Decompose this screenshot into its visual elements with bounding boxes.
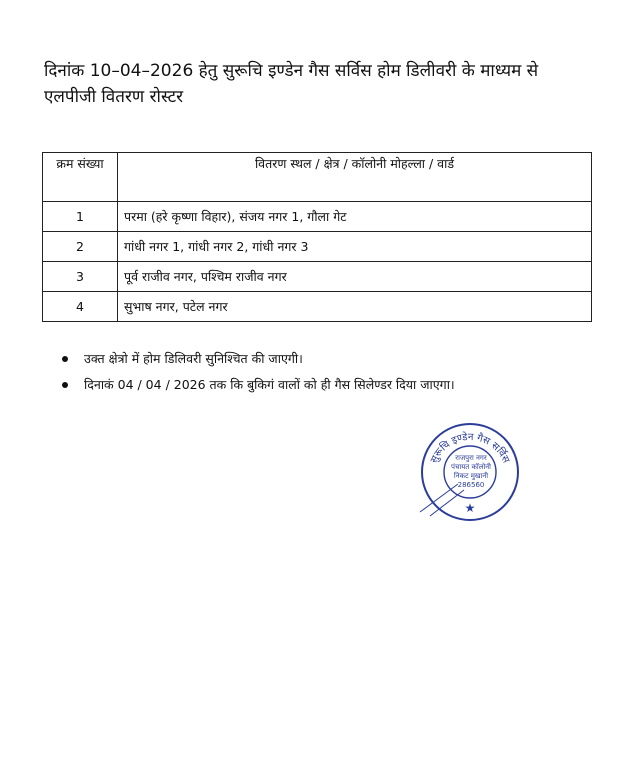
- row-serial-no: 2: [43, 232, 118, 262]
- row-serial-no: 1: [43, 202, 118, 232]
- stamp-line: राजपुरा नगर: [455, 454, 487, 462]
- row-area: पूर्व राजीव नगर, पश्चिम राजीव नगर: [118, 262, 592, 292]
- notes-list: [58, 346, 455, 398]
- stamp-line: पंचायत कॉलोनी: [451, 463, 491, 471]
- table-row: [43, 262, 592, 292]
- note-item: उक्त क्षेत्रो में होम डिलिवरी सुनिश्चित की जाएगी।: [58, 346, 455, 372]
- header-delivery-area: वितरण स्थल / क्षेत्र / कॉलोनी मोहल्ला / वार्ड: [118, 153, 592, 202]
- table-row: [43, 202, 592, 232]
- table-row: [43, 292, 592, 322]
- row-serial-no: 3: [43, 262, 118, 292]
- row-serial-no: 4: [43, 292, 118, 322]
- page-title: दिनांक 10–04–2026 हेतु सुरूचि इण्डेन गैस सर्विस होम डिलीवरी के माध्यम से एलपीजी वितरण रोस्टर: [44, 61, 539, 107]
- header-serial-no: क्रम संख्या: [43, 153, 118, 202]
- roster-table: [42, 152, 592, 322]
- row-area: गांधी नगर 1, गांधी नगर 2, गांधी नगर 3: [118, 232, 592, 262]
- stamp-line: निकट मुखानी: [453, 472, 489, 480]
- stamp-outer-text: सुरूचि इण्डेन गैस सर्विस: [428, 431, 512, 465]
- stamp-code: 286560: [457, 481, 485, 489]
- row-area: परमा (हरे कृष्णा विहार), संजय नगर 1, गौला गेट: [118, 202, 592, 232]
- table-header-row: [43, 153, 592, 202]
- stamp-inner-text: [448, 454, 494, 490]
- row-area: सुभाष नगर, पटेल नगर: [118, 292, 592, 322]
- table-row: [43, 232, 592, 262]
- stamp-star: ★: [464, 501, 476, 515]
- note-item: दिनाकं 04 / 04 / 2026 तक कि बुकिगं वालों को ही गैस सिलेण्डर दिया जाएगा।: [58, 372, 455, 398]
